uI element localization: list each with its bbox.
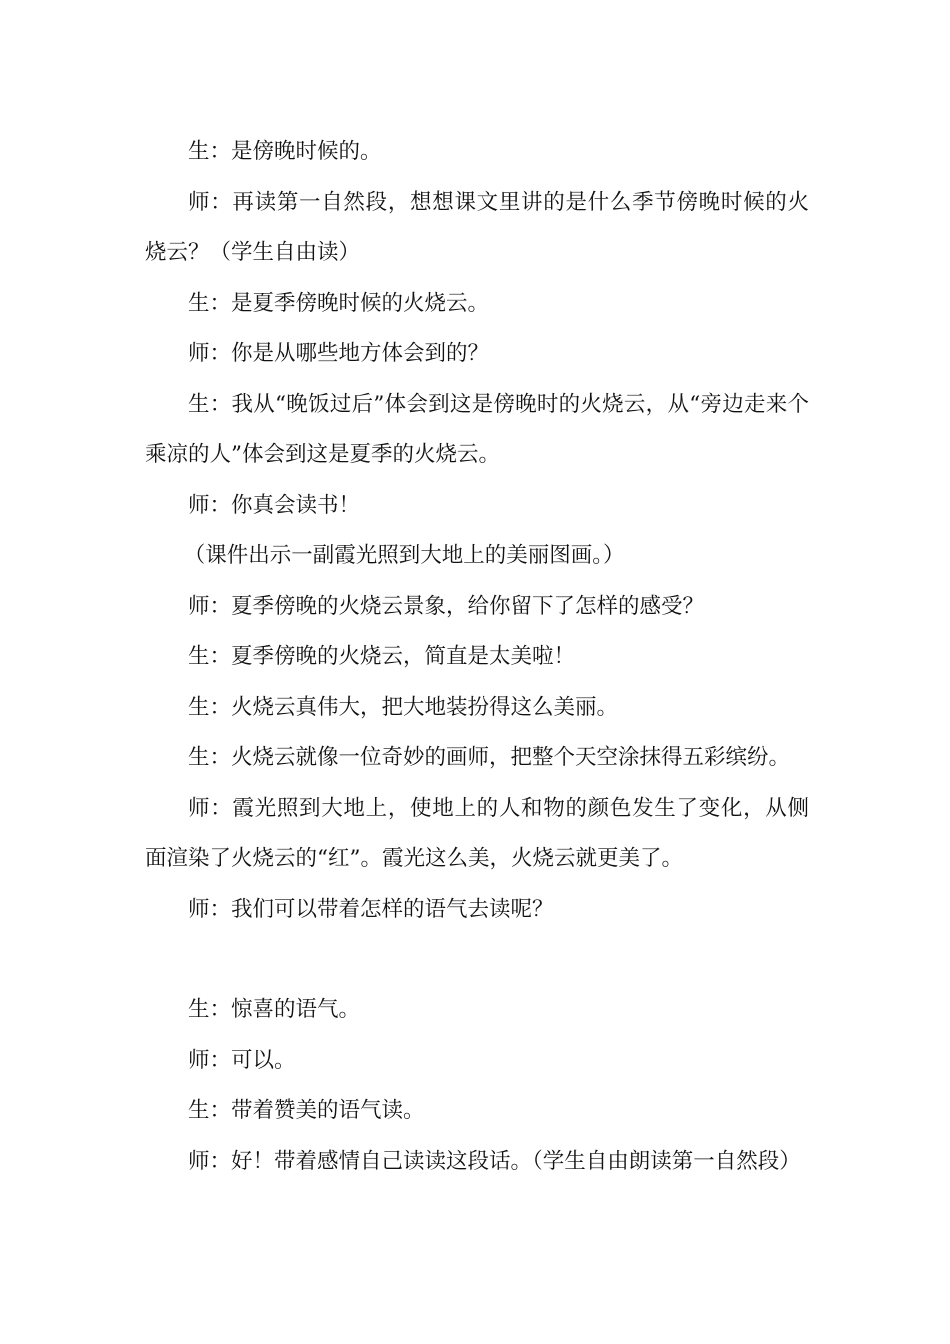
paragraph: 师：我们可以带着怎样的语气去读呢？ <box>188 896 554 922</box>
document-body <box>145 127 809 1187</box>
paragraph: 生：我从“晚饭过后”体会到这是傍晚时的火烧云，从“旁边走来个乘凉的人”体会到这是夏季的火烧云。 <box>145 391 809 467</box>
paragraph: 生：是夏季傍晚时候的火烧云。 <box>188 290 490 316</box>
paragraph: 师：你真会读书！ <box>188 492 361 518</box>
paragraph: 师：夏季傍晚的火烧云景象，给你留下了怎样的感受？ <box>188 593 705 619</box>
paragraph: 师：你是从哪些地方体会到的？ <box>188 341 490 366</box>
paragraph: （课件出示一副霞光照到大地上的美丽图画。） <box>183 543 625 568</box>
paragraph: 生：是傍晚时候的。 <box>188 139 382 164</box>
paragraph: 师：好！带着感情自己读读这段话。（学生自由朗读第一自然段） <box>188 1148 801 1174</box>
paragraph: 生：火烧云真伟大，把大地装扮得这么美丽。 <box>188 694 619 720</box>
blank-line <box>145 935 809 985</box>
paragraph: 生：夏季傍晚的火烧云，简直是太美啦！ <box>188 644 576 669</box>
paragraph: 师：再读第一自然段，想想课文里讲的是什么季节傍晚时候的火烧云？（学生自由读） <box>145 189 809 265</box>
paragraph: 师：可以。 <box>188 1047 296 1073</box>
paragraph: 生：惊喜的语气。 <box>188 997 361 1022</box>
paragraph: 生：带着赞美的语气读。 <box>188 1098 425 1123</box>
paragraph: 师：霞光照到大地上，使地上的人和物的颜色发生了变化，从侧面渲染了火烧云的“红”。霞光这么美，火烧云就更美了。 <box>145 795 809 871</box>
paragraph: 生：火烧云就像一位奇妙的画师，把整个天空涂抹得五彩缤纷。 <box>188 745 791 770</box>
